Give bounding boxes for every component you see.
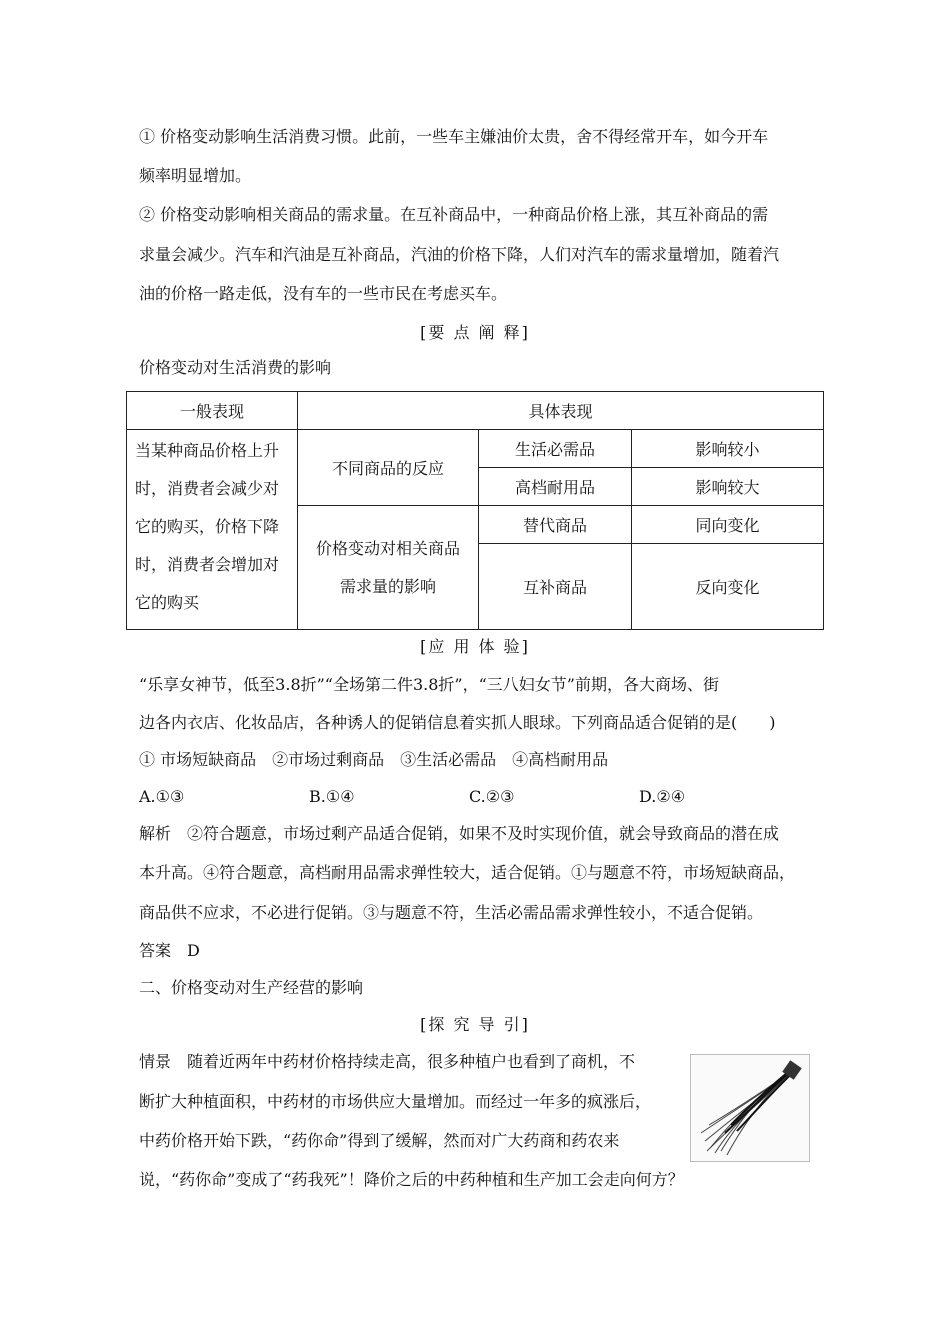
cell-effect: 影响较小 bbox=[632, 430, 824, 468]
scene-line-4: 说，“药你命”变成了“药我死”！降价之后的中药种植和生产加工会走向何方？ bbox=[139, 1170, 684, 1189]
group-related-goods bbox=[298, 506, 479, 630]
cell-effect: 影响较大 bbox=[632, 468, 824, 506]
cell-item: 生活必需品 bbox=[479, 430, 632, 468]
intro-line-5: 油的价格一路走低，没有车的一些市民在考虑买车。 bbox=[139, 284, 508, 303]
answer-line: 答案 D bbox=[139, 941, 200, 960]
group-different-goods: 不同商品的反应 bbox=[298, 430, 479, 506]
general-description bbox=[127, 430, 298, 630]
question-items: ① 市场短缺商品 ②市场过剩商品 ③生活必需品 ④高档耐用品 bbox=[139, 750, 609, 769]
section-heading-explore: [探 究 导 引] bbox=[420, 1015, 530, 1034]
question-line-2: 边各内衣店、化妆品店，各种诱人的促销信息着实抓人眼球。下列商品适合促销的是( ) bbox=[139, 713, 776, 732]
scene-line-1: 情景 随着近两年中药材价格持续走高，很多种植户也看到了商机，不 bbox=[139, 1052, 636, 1071]
group-related-line: 需求量的影响 bbox=[339, 576, 436, 596]
cell-item: 互补商品 bbox=[479, 544, 632, 630]
cell-effect: 反向变化 bbox=[632, 544, 824, 630]
general-line: 时，消费者会减少对 bbox=[135, 479, 280, 498]
option-d: D.②④ bbox=[639, 787, 686, 806]
option-b: B.①④ bbox=[309, 787, 355, 806]
option-c: C.②③ bbox=[469, 787, 515, 806]
cell-item: 替代商品 bbox=[479, 506, 632, 544]
analysis-line-3: 商品供不应求，不必进行促销。③与题意不符，生活必需品需求弹性较小，不适合促销。 bbox=[139, 903, 764, 922]
scene-line-2: 断扩大种植面积，中药材的市场供应大量增加。而经过一年多的疯涨后， bbox=[139, 1092, 652, 1111]
section-heading-points: [要 点 阐 释] bbox=[420, 323, 530, 342]
intro-line-4: 求量会减少。汽车和汽油是互补商品，汽油的价格下降，人们对汽车的需求量增加，随着汽 bbox=[139, 245, 780, 264]
general-line: 时，消费者会增加对 bbox=[135, 555, 280, 574]
option-a: A.①③ bbox=[139, 787, 185, 806]
scene-line-3: 中药价格开始下跌，“药你命”得到了缓解，然而对广大药商和药农来 bbox=[139, 1131, 620, 1150]
general-line: 它的购买 bbox=[135, 593, 200, 612]
section-heading-apply: [应 用 体 验] bbox=[420, 637, 530, 656]
section-heading-2: 二、价格变动对生产经营的影响 bbox=[139, 978, 364, 997]
general-line: 它的购买，价格下降 bbox=[135, 517, 280, 536]
cell-effect: 同向变化 bbox=[632, 506, 824, 544]
table-head-specific: 具体表现 bbox=[298, 392, 824, 430]
intro-line-1: ① 价格变动影响生活消费习惯。此前，一些车主嫌油价太贵，舍不得经常开车，如今开车 bbox=[139, 127, 769, 146]
table-head-general: 一般表现 bbox=[127, 392, 298, 430]
group-related-line: 价格变动对相关商品 bbox=[315, 538, 460, 558]
price-effect-table bbox=[126, 391, 824, 630]
analysis-line-2: 本升高。④符合题意，高档耐用品需求弹性较大，适合促销。①与题意不符，市场短缺商品， bbox=[139, 863, 796, 882]
question-line-1: “乐享女神节，低至3.8折”“全场第二件3.8折”，“三八妇女节”前期，各大商场、街 bbox=[139, 675, 719, 694]
table-title: 价格变动对生活消费的影响 bbox=[139, 358, 332, 377]
general-line: 当某种商品价格上升 bbox=[135, 441, 280, 460]
intro-line-3: ② 价格变动影响相关商品的需求量。在互补商品中，一种商品价格上涨，其互补商品的需 bbox=[139, 205, 769, 224]
herb-bundle-image bbox=[690, 1054, 810, 1162]
cell-item: 高档耐用品 bbox=[479, 468, 632, 506]
intro-line-2: 频率明显增加。 bbox=[139, 166, 252, 185]
analysis-line-1: 解析 ②符合题意，市场过剩产品适合促销，如果不及时实现价值，就会导致商品的潜在成 bbox=[139, 824, 780, 843]
